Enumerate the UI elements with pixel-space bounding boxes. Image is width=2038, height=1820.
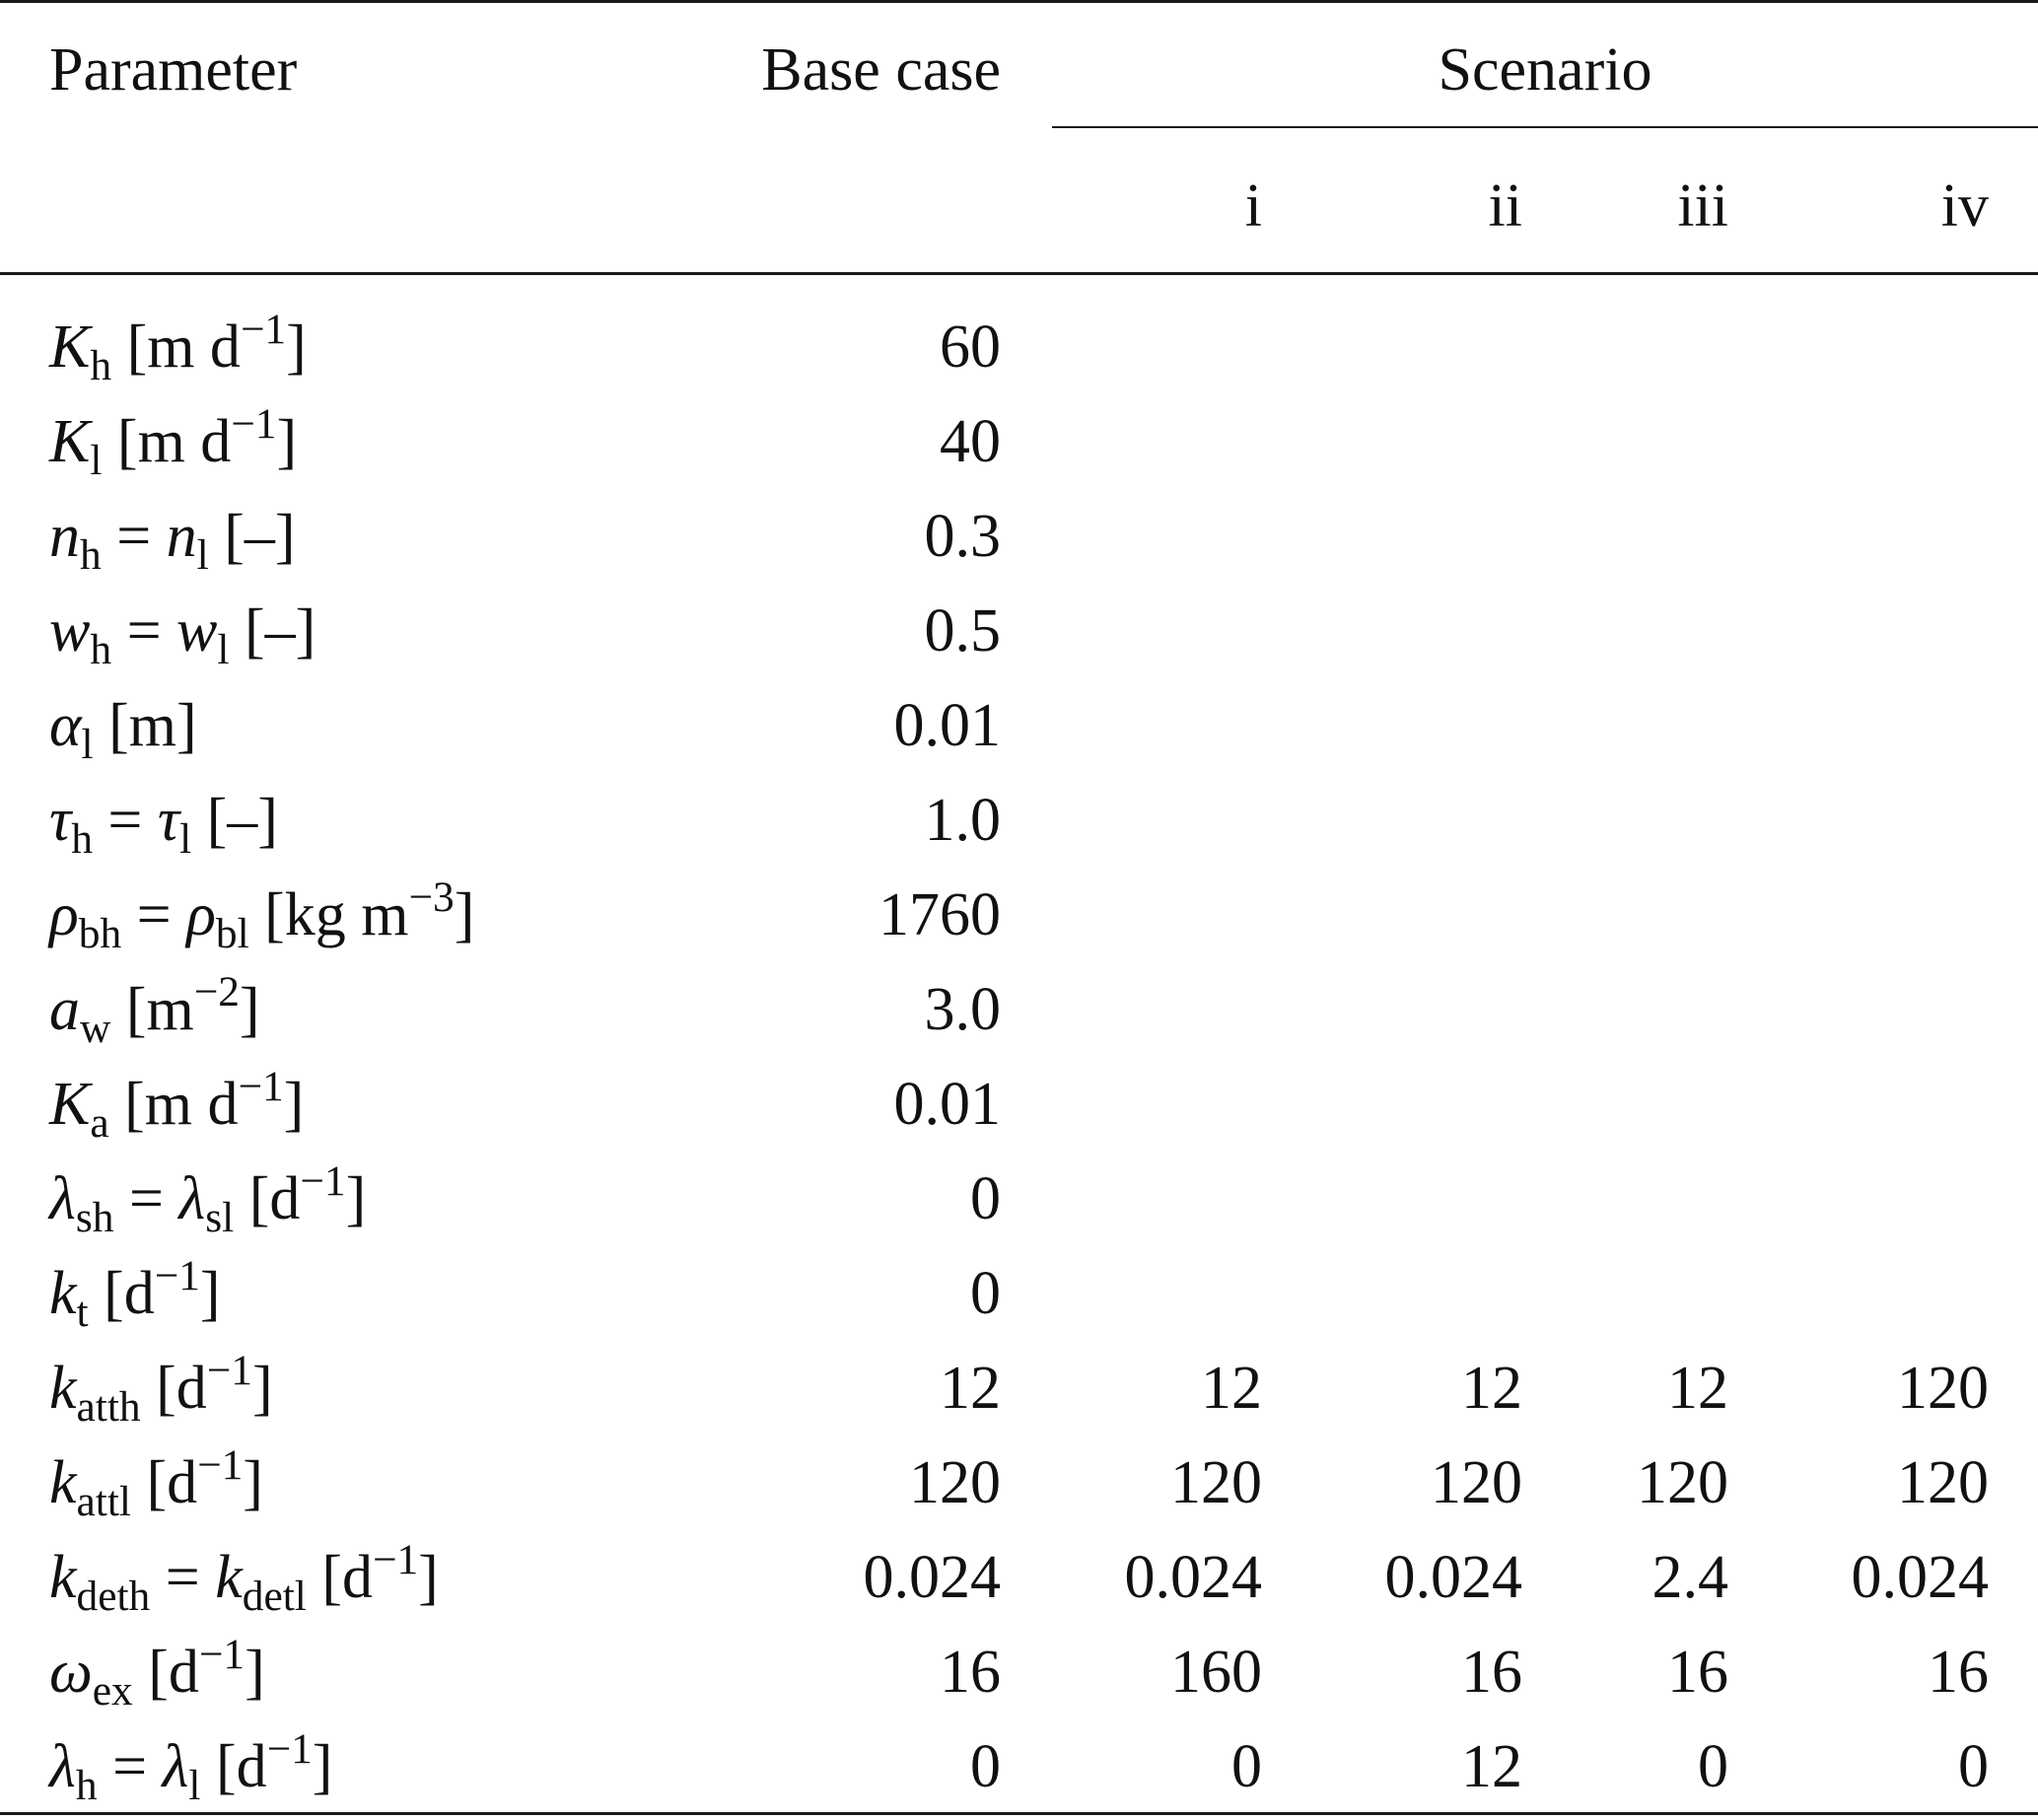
parameter-symbol: n (49, 503, 80, 570)
parameter-symbol: λ (49, 1165, 76, 1232)
parameter-cell (49, 394, 297, 495)
parameter-cell (49, 489, 296, 590)
parameter-equals: = (150, 1544, 216, 1611)
scenario-ii-value: 12 (1461, 1733, 1522, 1800)
base-case-value: 0 (970, 1260, 1001, 1327)
parameter-subscript: a (90, 1099, 109, 1148)
parameter-symbol-2: w (176, 597, 218, 665)
parameter-equals: = (121, 881, 187, 948)
parameter-symbol: ρ (49, 881, 79, 948)
parameter-cell (49, 1152, 366, 1252)
header-scenario-i: i (1244, 173, 1262, 240)
scenario-rule (1052, 126, 2038, 128)
header-scenario-iii: iii (1677, 173, 1728, 240)
scenario-i-value: 120 (1170, 1449, 1262, 1516)
parameter-subscript-2: detl (242, 1573, 307, 1621)
parameter-cell (49, 1341, 273, 1441)
header-base-case: Base case (761, 36, 1001, 104)
parameter-unit-close: ] (199, 1260, 221, 1327)
parameter-symbol: α (49, 692, 82, 759)
parameter-unit-close: ] (418, 1544, 439, 1611)
parameter-symbol: w (49, 597, 91, 665)
parameter-unit: [d (140, 1355, 207, 1422)
parameter-subscript: l (90, 437, 103, 485)
table-row (0, 868, 2038, 962)
parameter-unit-exponent: −1 (238, 1063, 284, 1111)
parameter-symbol: k (49, 1260, 77, 1327)
parameter-unit-exponent: −1 (266, 1725, 313, 1774)
scenario-i-value: 0 (1231, 1733, 1262, 1800)
parameter-unit: [d (132, 1639, 199, 1706)
parameter-cell (49, 1530, 439, 1631)
parameter-unit: [–] (208, 503, 296, 570)
parameter-subscript-2: bl (215, 910, 249, 958)
scenario-iii-value: 2.4 (1651, 1544, 1728, 1611)
parameter-unit: [d (130, 1449, 198, 1516)
parameter-subscript: atth (76, 1383, 141, 1432)
parameter-cell (49, 1057, 304, 1157)
parameter-symbol: a (49, 976, 80, 1043)
parameter-unit-exponent: −1 (240, 306, 287, 354)
scenario-iv-value: 0 (1958, 1733, 1989, 1800)
header-rule (0, 272, 2038, 275)
parameter-symbol: τ (49, 787, 72, 854)
parameter-symbol: K (49, 408, 91, 475)
base-case-value: 0 (970, 1165, 1001, 1232)
parameter-unit-close: ] (243, 1449, 263, 1516)
base-case-value: 16 (940, 1639, 1001, 1706)
table-row (0, 1246, 2038, 1341)
parameter-unit-exponent: −1 (198, 1631, 246, 1679)
scenario-iv-value: 16 (1928, 1639, 1989, 1706)
parameter-cell (49, 1246, 221, 1347)
parameter-equals: = (92, 787, 158, 854)
parameter-subscript-2: sl (205, 1194, 235, 1242)
parameter-symbol: k (49, 1449, 77, 1516)
parameter-unit-close: ] (283, 1071, 305, 1138)
parameter-cell (49, 962, 260, 1063)
parameter-cell (49, 773, 278, 874)
base-case-value: 60 (940, 314, 1001, 381)
parameter-unit-exponent: −1 (231, 400, 277, 449)
base-case-value: 120 (909, 1449, 1001, 1516)
base-case-value: 0.5 (924, 597, 1001, 665)
base-case-value: 0.01 (893, 1071, 1001, 1138)
table-row (0, 1719, 2038, 1814)
parameter-symbol: λ (49, 1733, 76, 1800)
table-row (0, 678, 2038, 773)
scenario-ii-value: 0.024 (1384, 1544, 1522, 1611)
table-row (0, 300, 2038, 394)
parameter-unit: [–] (229, 597, 316, 665)
parameter-subscript: sh (75, 1194, 114, 1242)
parameter-unit-exponent: −1 (372, 1536, 419, 1584)
parameter-unit-exponent: −1 (300, 1157, 346, 1206)
scenario-ii-value: 12 (1461, 1355, 1522, 1422)
parameter-cell (49, 868, 474, 968)
parameter-symbol: ω (49, 1639, 93, 1706)
table-row (0, 1530, 2038, 1625)
header-scenario: Scenario (1438, 36, 1652, 104)
parameter-unit: [d (88, 1260, 155, 1327)
parameter-unit: [d (234, 1165, 301, 1232)
scenario-iv-value: 120 (1897, 1449, 1989, 1516)
parameter-cell (49, 584, 316, 684)
header-scenario-ii: ii (1488, 173, 1522, 240)
parameter-subscript: h (75, 1762, 98, 1810)
parameter-subscript: h (90, 342, 112, 390)
base-case-value: 40 (940, 408, 1001, 475)
parameter-unit-exponent: −2 (193, 968, 240, 1016)
scenario-ii-value: 16 (1461, 1639, 1522, 1706)
parameter-unit-close: ] (239, 976, 260, 1043)
parameter-subscript-2: l (188, 1762, 201, 1810)
scenario-iv-value: 120 (1897, 1355, 1989, 1422)
parameter-equals: = (113, 1165, 179, 1232)
parameter-symbol-2: n (166, 503, 197, 570)
parameter-subscript: h (90, 626, 112, 674)
parameter-unit-exponent: −1 (154, 1252, 200, 1300)
table-row (0, 773, 2038, 868)
parameter-subscript: t (76, 1289, 89, 1337)
parameter-unit: [m d (111, 314, 241, 381)
table-row (0, 1057, 2038, 1152)
parameter-symbol-2: λ (178, 1165, 206, 1232)
parameter-symbol: k (49, 1544, 77, 1611)
base-case-value: 1760 (878, 881, 1001, 948)
scenario-i-value: 12 (1201, 1355, 1262, 1422)
parameter-equals: = (101, 503, 167, 570)
table-row (0, 489, 2038, 584)
parameter-subscript: deth (76, 1573, 151, 1621)
base-case-value: 12 (940, 1355, 1001, 1422)
parameter-cell (49, 1435, 263, 1536)
scenario-i-value: 0.024 (1124, 1544, 1262, 1611)
parameter-unit-close: ] (245, 1639, 265, 1706)
parameter-subscript: attl (76, 1478, 131, 1526)
parameter-unit: [m d (102, 408, 232, 475)
parameter-symbol: K (49, 1071, 91, 1138)
table-row (0, 584, 2038, 678)
parameter-unit: [m] (93, 692, 197, 759)
parameter-symbol-2: τ (157, 787, 180, 854)
base-case-value: 0.024 (863, 1544, 1001, 1611)
parameter-symbol-2: k (215, 1544, 243, 1611)
base-case-value: 0 (970, 1733, 1001, 1800)
parameter-cell (49, 1719, 332, 1820)
scenario-iii-value: 0 (1698, 1733, 1728, 1800)
parameter-symbol: K (49, 314, 91, 381)
base-case-value: 3.0 (924, 976, 1001, 1043)
base-case-value: 1.0 (924, 787, 1001, 854)
parameter-unit-exponent: −1 (197, 1441, 244, 1490)
table-row (0, 1341, 2038, 1435)
table-row (0, 1625, 2038, 1719)
parameter-unit-close: ] (345, 1165, 367, 1232)
parameter-subscript: h (71, 815, 93, 864)
parameter-unit: [kg m (248, 881, 409, 948)
scenario-i-value: 160 (1170, 1639, 1262, 1706)
parameter-subscript-2: l (179, 815, 192, 864)
scenario-ii-value: 120 (1431, 1449, 1522, 1516)
parameter-subscript: w (80, 1005, 111, 1053)
parameter-subscript: ex (92, 1667, 133, 1715)
scenario-iii-value: 16 (1667, 1639, 1728, 1706)
parameter-unit: [m d (108, 1071, 239, 1138)
parameter-equals: = (97, 1733, 163, 1800)
header-scenario-iv: iv (1940, 173, 1989, 240)
parameter-subscript-2: l (217, 626, 230, 674)
table-row (0, 394, 2038, 489)
parameter-unit: [d (200, 1733, 267, 1800)
parameter-cell (49, 1625, 265, 1725)
base-case-value: 0.01 (893, 692, 1001, 759)
parameter-subscript: l (81, 721, 94, 769)
parameter-symbol: k (49, 1355, 77, 1422)
parameter-symbol-2: λ (162, 1733, 189, 1800)
parameter-subscript-2: l (196, 531, 209, 580)
parameter-equals: = (111, 597, 177, 665)
parameter-unit: [m (110, 976, 194, 1043)
parameter-cell (49, 300, 307, 400)
base-case-value: 0.3 (924, 503, 1001, 570)
top-rule (0, 0, 2038, 3)
scenario-iii-value: 120 (1637, 1449, 1728, 1516)
parameter-unit-close: ] (251, 1355, 273, 1422)
parameter-unit: [d (306, 1544, 373, 1611)
parameter-subscript: bh (78, 910, 122, 958)
table-row (0, 962, 2038, 1057)
scenario-iii-value: 12 (1667, 1355, 1728, 1422)
header-parameter: Parameter (49, 36, 298, 104)
parameter-unit-exponent: −3 (408, 874, 455, 922)
parameter-unit-close: ] (276, 408, 298, 475)
parameter-cell (49, 678, 197, 779)
parameter-unit-close: ] (312, 1733, 333, 1800)
table-row (0, 1152, 2038, 1246)
parameter-symbol-2: ρ (186, 881, 216, 948)
scenario-iv-value: 0.024 (1851, 1544, 1989, 1611)
parameter-unit-close: ] (454, 881, 475, 948)
parameter-subscript: h (80, 531, 102, 580)
parameter-unit-close: ] (286, 314, 307, 381)
table-row (0, 1435, 2038, 1530)
parameter-unit-exponent: −1 (206, 1347, 252, 1395)
parameter-unit: [–] (191, 787, 278, 854)
